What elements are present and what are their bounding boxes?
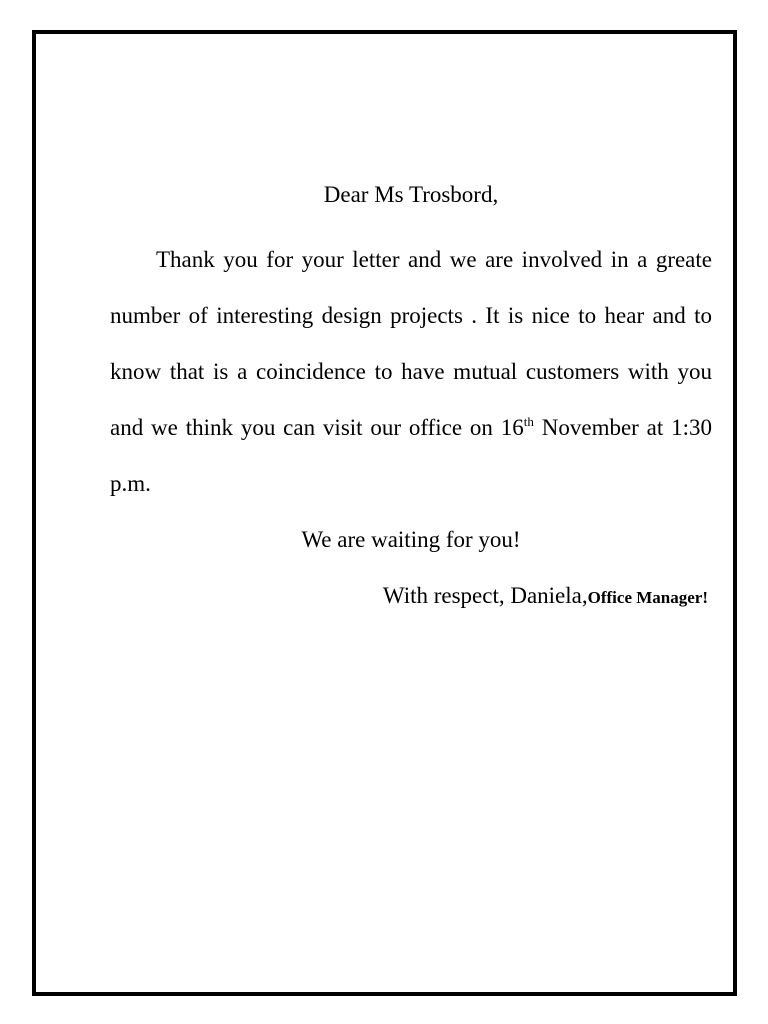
signature-line xyxy=(110,568,712,626)
salutation: Dear Ms Trosbord, xyxy=(323,182,499,207)
body-text: Thank you for your letter and we are involved in a greate number of interesting design projects . It is nice to hear and to know that is a coincidence to have mutual customers with you and we think you can visit our office on 16 xyxy=(110,247,712,440)
ordinal-suffix: th xyxy=(523,414,534,429)
body-paragraph xyxy=(110,232,712,512)
body-text-end: November at 1:30 p.m. xyxy=(110,415,712,496)
signer-title: Office Manager! xyxy=(587,588,708,607)
letter xyxy=(110,176,712,626)
signoff: With respect, Daniela, xyxy=(382,583,588,608)
closing-line: We are waiting for you! xyxy=(301,527,521,552)
